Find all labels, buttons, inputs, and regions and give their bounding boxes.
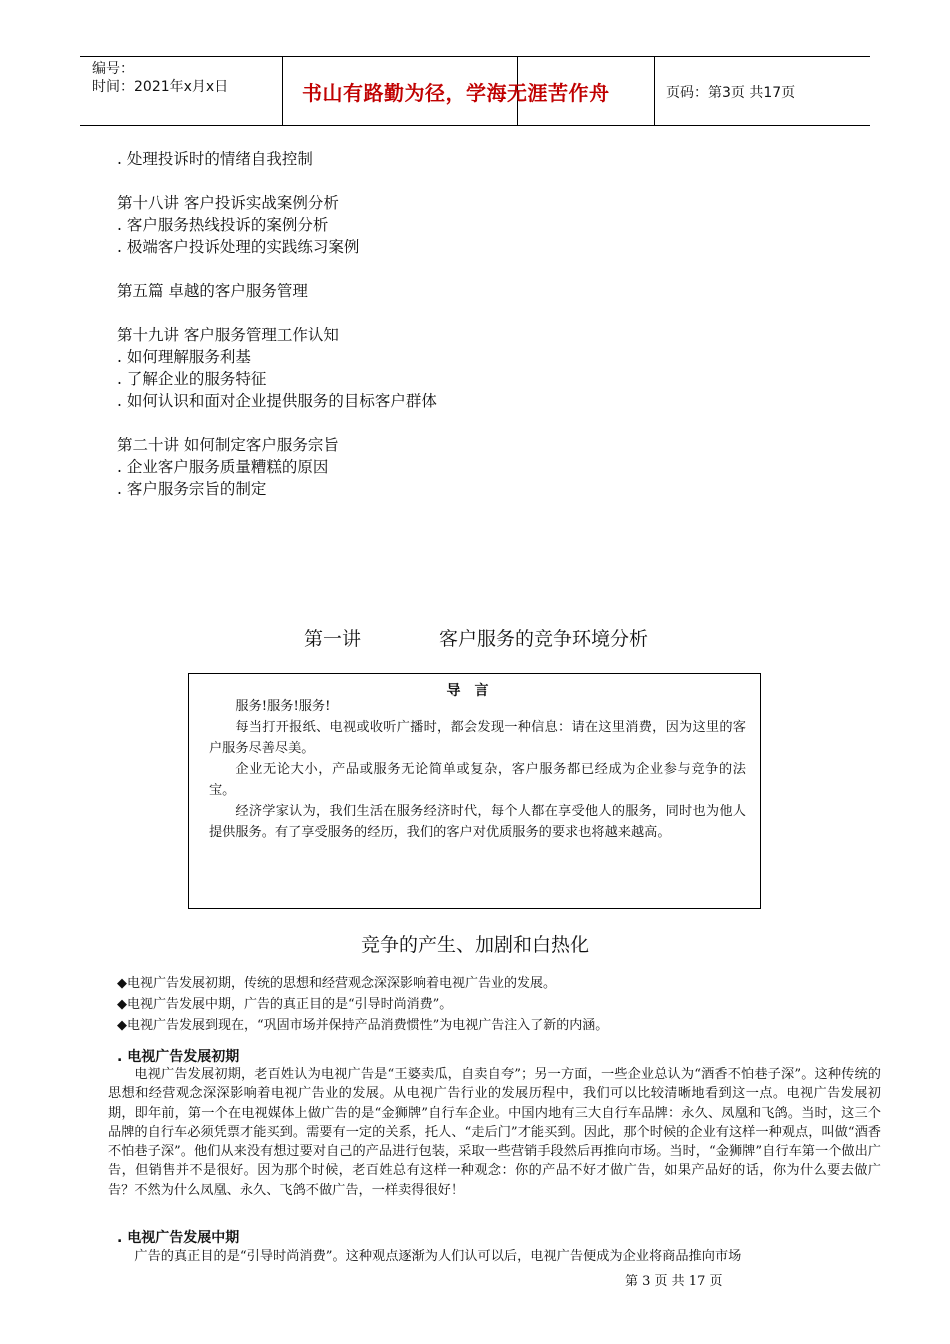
- header-meta: [92, 60, 228, 96]
- subsection-heading: . 电视广告发展初期: [117, 1049, 240, 1065]
- outline-line: . 了解企业的服务特征: [117, 370, 267, 388]
- bullet-list: [117, 973, 608, 1036]
- intro-title: 导言: [446, 683, 503, 699]
- subsection-paragraph: 电视广告发展初期，老百姓认为电视广告是“王婆卖瓜，自卖自夸”；另一方面，一些企业总认为“酒香不怕巷子深”。这种传统的思想和经营观念深深影响着电视广告业的发展。从电视广告行业的发展历程中，我们可以比较清晰地看到这一点。电视广告发展初期，即年前，第一个在电视媒体上做广告的是“金狮牌”自行车企业。中国内地有三大自行车品牌：永久、凤凰和飞鸽。当时，这三个品牌的自行车必须凭票才能买到。需要有一定的关系，托人、“走后门”才能买到。因此，那个时候的企业有这样一种观点，叫做“酒香不怕巷子深”。他们从来没有想过要对自己的产品进行包装，采取一些营销手段然后再推向市场。当时，“金狮牌”自行车第一个做出广告，但销售并不是很好。因为那个时候，老百姓总有这样一种观念：你的产品不好才做广告，如果产品好的话，你为什么要去做广告？不然为什么凤凰、永久、飞鸽不做广告，一样卖得很好！: [108, 1067, 881, 1198]
- header-divider: [282, 57, 283, 125]
- outline-gap: [117, 302, 817, 324]
- intro-paragraph: 经济学家认为，我们生活在服务经济时代，每个人都在享受他人的服务，同时也为他人提供服务。有了享受服务的经历，我们的客户对优质服务的要求也将越来越高。: [209, 804, 746, 840]
- header-divider: [654, 57, 655, 125]
- outline-gap: [117, 170, 817, 192]
- outline-line: . 企业客户服务质量糟糕的原因: [117, 458, 329, 476]
- subsection-paragraph: 广告的真正目的是“引导时尚消费”。这种观点逐渐为人们认可以后，电视广告便成为企业将商品推向市场: [134, 1249, 742, 1264]
- intro-paragraph: 每当打开报纸、电视或收听广播时，都会发现一种信息：请在这里消费，因为这里的客户服务尽善尽美。: [209, 720, 746, 756]
- outline-line: . 客户服务热线投诉的案例分析: [117, 216, 329, 234]
- outline-line: . 处理投诉时的情绪自我控制: [117, 150, 313, 168]
- intro-paragraph: 企业无论大小，产品或服务无论简单或复杂，客户服务都已经成为企业参与竞争的法宝。: [209, 762, 746, 798]
- chapter-name: 客户服务的竞争环境分析: [439, 628, 649, 650]
- header-motto: 书山有路勤为径，学海无涯苦作舟: [302, 81, 610, 105]
- outline-line: 第十八讲 客户投诉实战案例分析: [117, 194, 339, 212]
- outline-line: 第五篇 卓越的客户服务管理: [117, 282, 308, 300]
- outline-line: . 如何理解服务利基: [117, 348, 251, 366]
- section-title: 竞争的产生、加剧和白热化: [360, 934, 589, 956]
- outline-gap: [117, 258, 817, 280]
- outline-line: 第十九讲 客户服务管理工作认知: [117, 326, 339, 344]
- page-footer: 第 3 页 共 17 页: [625, 1274, 723, 1289]
- bullet-item: ◆电视广告发展到现在，“巩固市场并保持产品消费惯性”为电视广告注入了新的内涵。: [117, 1018, 609, 1033]
- bullet-item: ◆电视广告发展初期，传统的思想和经营观念深深影响着电视广告业的发展。: [117, 976, 556, 991]
- subsection-heading: . 电视广告发展中期: [117, 1230, 240, 1246]
- intro-body: [209, 696, 746, 843]
- intro-paragraph: 服务!服务!服务!: [235, 699, 331, 714]
- outline-line: . 客户服务宗旨的制定: [117, 480, 267, 498]
- outline-gap: [117, 412, 817, 434]
- time-label: 时间：2021年x月x日: [92, 79, 229, 95]
- outline-line: 第二十讲 如何制定客户服务宗旨: [117, 436, 339, 454]
- page-header: [80, 56, 870, 126]
- bullet-item: ◆电视广告发展中期，广告的真正目的是“引导时尚消费”。: [117, 997, 453, 1012]
- header-page-label: 页码：第3页 共17页: [666, 85, 796, 101]
- course-outline: [117, 148, 817, 500]
- outline-line: . 极端客户投诉处理的实践练习案例: [117, 238, 360, 256]
- intro-box: [188, 673, 761, 909]
- outline-line: . 如何认识和面对企业提供服务的目标客户群体: [117, 392, 437, 410]
- number-label: 编号：: [92, 61, 134, 77]
- chapter-number: 第一讲: [304, 628, 362, 650]
